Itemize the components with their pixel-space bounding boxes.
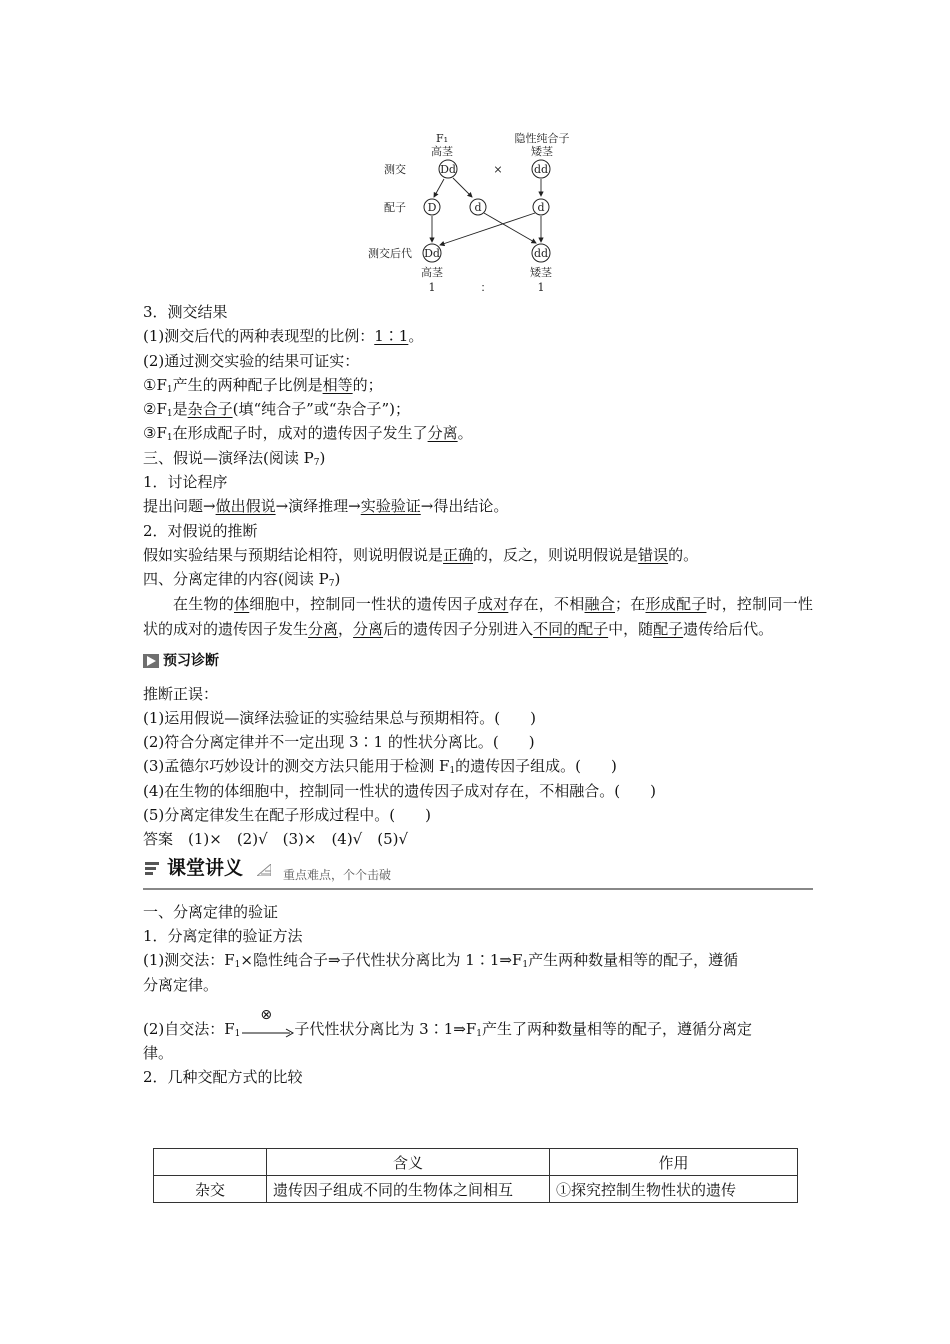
play-triangle-icon [143, 654, 159, 668]
testcross-diagram-svg [360, 128, 590, 298]
recessive-label: 隐性纯合子 [514, 132, 570, 145]
testcross-diagram [360, 128, 590, 298]
table-cell-meaning: 遗传因子组成不同的生物体之间相互 [267, 1176, 550, 1203]
f1-label: F₁ [435, 132, 449, 145]
preview-heading-label: 预习诊断 [163, 652, 219, 669]
table-header-row [154, 1149, 798, 1176]
mating-comparison-table [153, 1148, 798, 1203]
offspring-tall-label: 高茎 [421, 266, 443, 279]
table-cell-role: ①探究控制生物性状的遗传 [550, 1176, 798, 1203]
verify-subheading-2: 2．几种交配方式的比较 [143, 1068, 303, 1087]
parent-short-label: 矮茎 [531, 145, 553, 158]
verify-method-2: (2)自交法：$F_1$ ⊗ 子代性状分离比为 $3∶1\Rightarrow F_1$产生了两种数量相等的配子，遵循分离定 [143, 1017, 813, 1041]
lecture-heading [143, 854, 813, 890]
verify-method-1: (1)测交法：$F_1\times$隐性纯合子⇒子代性状分离比为 $1∶1\Rightarrow F_1$产生两种数量相等的配子，遵循 [143, 951, 739, 971]
gamete-D: D [427, 201, 437, 214]
lecture-subtitle: 重点难点，个个击破 [283, 867, 392, 882]
table-cell-name: 杂交 [154, 1176, 267, 1203]
verify-heading: 一、分离定律的验证 [143, 902, 279, 921]
stripes-icon [145, 862, 161, 876]
test-result-line-3: $①F_1$产生的两种配子比例是相等的； [143, 375, 383, 395]
preview-intro: 推断正误： [143, 684, 219, 703]
genotype-Dd-parent: Dd [440, 163, 456, 176]
corner-stripes-icon [257, 864, 271, 876]
row-label-offspring: 测交后代 [368, 247, 412, 260]
cross-symbol: × [493, 163, 503, 176]
hypothesis-subtitle-2: 2．对假说的推断 [143, 521, 258, 540]
hypothesis-procedure: 提出问题→做出假说→演绎推理→实验验证→得出结论。 [143, 497, 509, 516]
hypothesis-section-title: 三、假说—演绎法(阅读 $P_7$) [143, 448, 326, 468]
preview-question-4: (4)在生物的体细胞中，控制同一性状的遗传因子成对存在，不相融合。( ) [143, 781, 656, 800]
law-section-title: 四、分离定律的内容(阅读 $P_7$) [143, 570, 341, 590]
hypothesis-inference: 假如实验结果与预期结论相符，则说明假说是正确的，反之，则说明假说是错误的。 [143, 545, 699, 564]
preview-question-2: (2)符合分离定律并不一定出现 3∶1 的性状分离比。( ) [143, 733, 535, 752]
ratio-left: 1 [428, 281, 436, 294]
selfing-symbol-icon: ⊗ [260, 1006, 273, 1023]
lecture-title: 课堂讲义 [167, 856, 244, 879]
row-label-gamete: 配子 [384, 201, 406, 214]
genotype-dd-parent: dd [533, 163, 549, 176]
preview-question-3: (3)孟德尔巧妙设计的测交方法只能用于检测 $F_1$的遗传因子组成。( ) [143, 757, 617, 777]
verify-subheading-1: 1．分离定律的验证方法 [143, 926, 303, 945]
test-result-line-2: (2)通过测交实验的结果可证实： [143, 351, 360, 370]
preview-question-1: (1)运用假说—演绎法验证的实验结果总与预期相符。( ) [143, 708, 536, 727]
arrow-parent-to-d [453, 178, 472, 197]
arrow-d2-to-Dd [440, 213, 535, 245]
verify-method-1-cont: 分离定律。 [143, 975, 219, 994]
hypothesis-subtitle-1: 1．讨论程序 [143, 473, 228, 492]
gamete-d1: d [474, 201, 482, 214]
preview-answer: 答案 (1)× (2)√ (3)× (4)√ (5)√ [143, 830, 409, 849]
offspring-dd: dd [533, 247, 549, 260]
table-header-role: 作用 [550, 1149, 798, 1176]
selfing-arrow [240, 1006, 294, 1037]
offspring-Dd: Dd [424, 247, 440, 260]
law-content-paragraph: 在生物的体细胞中，控制同一性状的遗传因子成对存在，不相融合；在形成配子时，控制同一性状的成对的遗传因子发生分离，分离后的遗传因子分别进入不同的配子中，随配子遗传给后代。 [143, 594, 813, 638]
section-3-title: 3．测交结果 [143, 303, 228, 321]
f1-tall-label: 高茎 [431, 145, 453, 158]
test-result-line-4: $②F_1$是杂合子(填“纯合子”或“杂合子”)； [143, 400, 411, 420]
ratio-colon: ： [480, 281, 492, 294]
row-label-cross: 测交 [384, 163, 406, 176]
test-result-line-5: $③F_1$在形成配子时，成对的遗传因子发生了分离。 [143, 424, 473, 444]
main-text [143, 300, 813, 1090]
verify-method-2-cont: 律。 [143, 1044, 174, 1063]
arrow-parent-to-D [434, 179, 444, 197]
table-header-blank [154, 1149, 267, 1176]
test-result-line-1: (1)测交后代的两种表现型的比例：1∶1。 [143, 327, 424, 346]
preview-question-5: (5)分离定律发生在配子形成过程中。( ) [143, 806, 431, 825]
table-header-meaning: 含义 [267, 1149, 550, 1176]
table-row [154, 1176, 798, 1203]
ratio-right: 1 [537, 281, 545, 294]
gamete-d2: d [537, 201, 545, 214]
offspring-short-label: 矮茎 [530, 266, 552, 279]
preview-heading [143, 646, 813, 676]
